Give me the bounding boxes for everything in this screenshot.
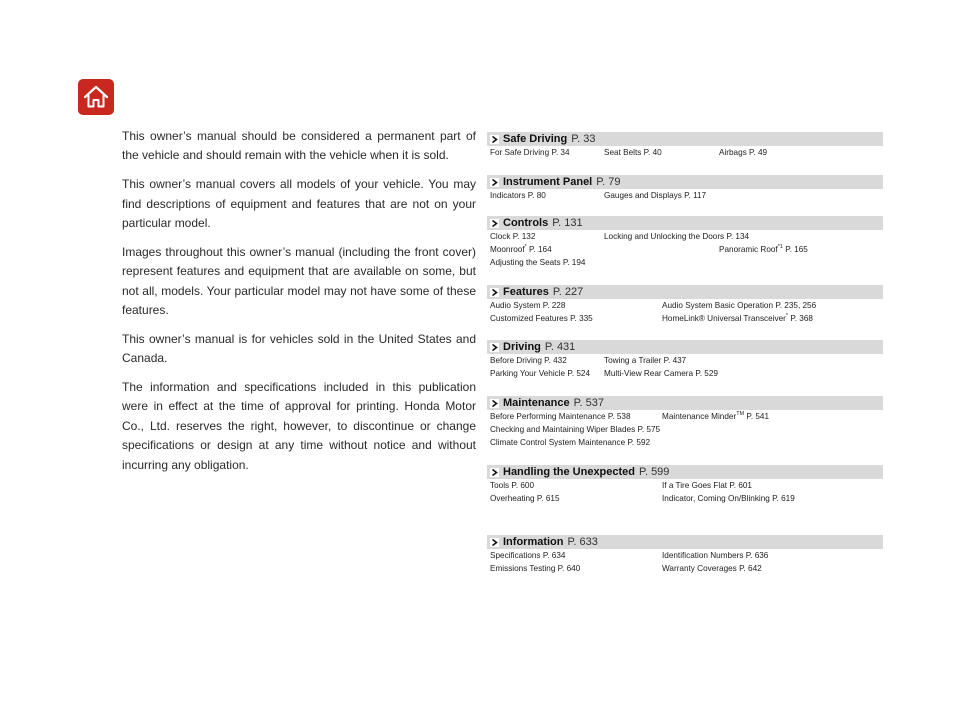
intro-paragraph: This owner’s manual covers all models of your vehicle. You may find descriptions of equipment and features that are not on your particular model. — [122, 177, 476, 231]
section-page: P. 599 — [639, 466, 670, 478]
toc-link-identification-numbers[interactable]: Identification Numbers P. 636 — [662, 551, 769, 560]
toc-link-maintenance-minder[interactable]: Maintenance Minder™ P. 541 — [662, 411, 770, 421]
toc-heading-maintenance[interactable] — [487, 396, 883, 410]
toc-link-gauges-and-displays[interactable]: Gauges and Displays P. 117 — [604, 191, 707, 200]
arrow-right-icon — [490, 538, 499, 547]
section-title: Information — [503, 536, 564, 548]
section-page: P. 79 — [596, 176, 621, 188]
toc-heading-features[interactable] — [487, 285, 883, 299]
section-title: Features — [503, 286, 549, 298]
intro-text — [122, 127, 476, 484]
section-title: Driving — [503, 341, 541, 353]
toc-link-overheating[interactable]: Overheating P. 615 — [490, 494, 560, 503]
arrow-right-icon — [490, 288, 499, 297]
home-button[interactable] — [78, 79, 114, 115]
toc-link-flat-tire[interactable]: If a Tire Goes Flat P. 601 — [662, 481, 752, 490]
toc-section-handling-unexpected — [487, 465, 883, 505]
toc-section-features — [487, 285, 883, 325]
toc-link-audio-basic-operation[interactable]: Audio System Basic Operation P. 235, 256 — [662, 301, 817, 310]
section-page: P. 537 — [573, 397, 605, 409]
intro-paragraph: Images throughout this owner’s manual (including the front cover) represent features and equipment that are available on some, but not all, models. Your particular model may not have some of these features. — [122, 244, 476, 318]
section-title: Controls — [503, 217, 549, 229]
section-title: Instrument Panel — [503, 176, 593, 188]
toc-link-airbags[interactable]: Airbags P. 49 — [719, 148, 768, 157]
section-page: P. 33 — [571, 133, 596, 145]
arrow-right-icon — [490, 135, 499, 144]
toc-section-instrument-panel — [487, 175, 883, 202]
section-page: P. 633 — [567, 536, 598, 548]
toc-link-panoramic-roof[interactable]: Panoramic Roof$^{*1}$ P. 165 — [719, 244, 808, 254]
toc-section-driving — [487, 340, 883, 380]
toc-link-adjusting-seats[interactable]: Adjusting the Seats P. 194 — [490, 258, 586, 267]
toc-heading-handling-unexpected[interactable] — [487, 465, 883, 479]
intro-paragraph: This owner’s manual is for vehicles sold in the United States and Canada. — [122, 331, 476, 366]
toc-link-indicator-blinking[interactable]: Indicator, Coming On/Blinking P. 619 — [662, 494, 795, 503]
toc-section-safe-driving — [487, 132, 883, 159]
toc-link-seat-belts[interactable]: Seat Belts P. 40 — [604, 148, 662, 157]
toc-link-indicators[interactable]: Indicators P. 80 — [490, 191, 546, 200]
section-page: P. 227 — [552, 286, 584, 298]
toc-link-before-driving[interactable]: Before Driving P. 432 — [490, 356, 567, 365]
toc-section-maintenance — [487, 396, 883, 449]
toc-link-towing-trailer[interactable]: Towing a Trailer P. 437 — [604, 356, 687, 365]
toc-link-emissions-testing[interactable]: Emissions Testing P. 640 — [490, 564, 581, 573]
toc-link-specifications[interactable]: Specifications P. 634 — [490, 551, 566, 560]
toc-link-warranty-coverages[interactable]: Warranty Coverages P. 642 — [662, 564, 762, 573]
toc-link-climate-control[interactable]: Climate Control System Maintenance P. 592 — [490, 438, 651, 447]
toc-heading-safe-driving[interactable] — [487, 132, 883, 146]
toc-link-for-safe-driving[interactable]: For Safe Driving P. 34 — [490, 148, 570, 157]
toc-link-customized-features[interactable]: Customized Features P. 335 — [490, 314, 593, 323]
section-page: P. 431 — [544, 341, 576, 353]
arrow-right-icon — [490, 343, 499, 352]
intro-paragraph: This owner’s manual should be considered a permanent part of the vehicle and should remain with the vehicle when it is sold. — [122, 129, 476, 163]
toc-section-information — [487, 535, 883, 575]
section-title: Handling the Unexpected — [503, 466, 636, 478]
arrow-right-icon — [490, 399, 499, 408]
toc-link-rear-camera[interactable]: Multi-View Rear Camera P. 529 — [604, 369, 718, 378]
section-page: P. 131 — [552, 217, 583, 229]
toc-link-audio-system[interactable]: Audio System P. 228 — [490, 301, 566, 310]
arrow-right-icon — [490, 468, 499, 477]
toc-heading-instrument-panel[interactable] — [487, 175, 883, 189]
section-title: Safe Driving — [503, 133, 568, 145]
toc-heading-information[interactable] — [487, 535, 883, 549]
toc-section-controls — [487, 216, 883, 269]
toc-link-before-maintenance[interactable]: Before Performing Maintenance P. 538 — [490, 412, 631, 421]
toc-link-moonroof[interactable]: Moonroof* P. 164 — [490, 244, 552, 254]
home-icon — [83, 85, 109, 109]
toc-link-tools[interactable]: Tools P. 600 — [490, 481, 535, 490]
toc-heading-driving[interactable] — [487, 340, 883, 354]
toc-link-locking-doors[interactable]: Locking and Unlocking the Doors P. 134 — [604, 232, 750, 241]
toc-link-parking[interactable]: Parking Your Vehicle P. 524 — [490, 369, 591, 378]
toc-heading-controls[interactable] — [487, 216, 883, 230]
toc-link-wiper-blades[interactable]: Checking and Maintaining Wiper Blades P. 575 — [490, 425, 661, 434]
toc-link-homelink[interactable]: HomeLink® Universal Transceiver* P. 368 — [662, 313, 813, 323]
section-title: Maintenance — [503, 397, 570, 409]
arrow-right-icon — [490, 219, 499, 228]
arrow-right-icon — [490, 178, 499, 187]
intro-paragraph: The information and specifications included in this publication were in effect at the time of approval for printing. Honda Motor Co., Ltd. reserves the right, however, to discontinue or change specifications or design at any time without notice and without incurring any obligation. — [122, 380, 476, 472]
toc-link-clock[interactable]: Clock P. 132 — [490, 232, 536, 241]
